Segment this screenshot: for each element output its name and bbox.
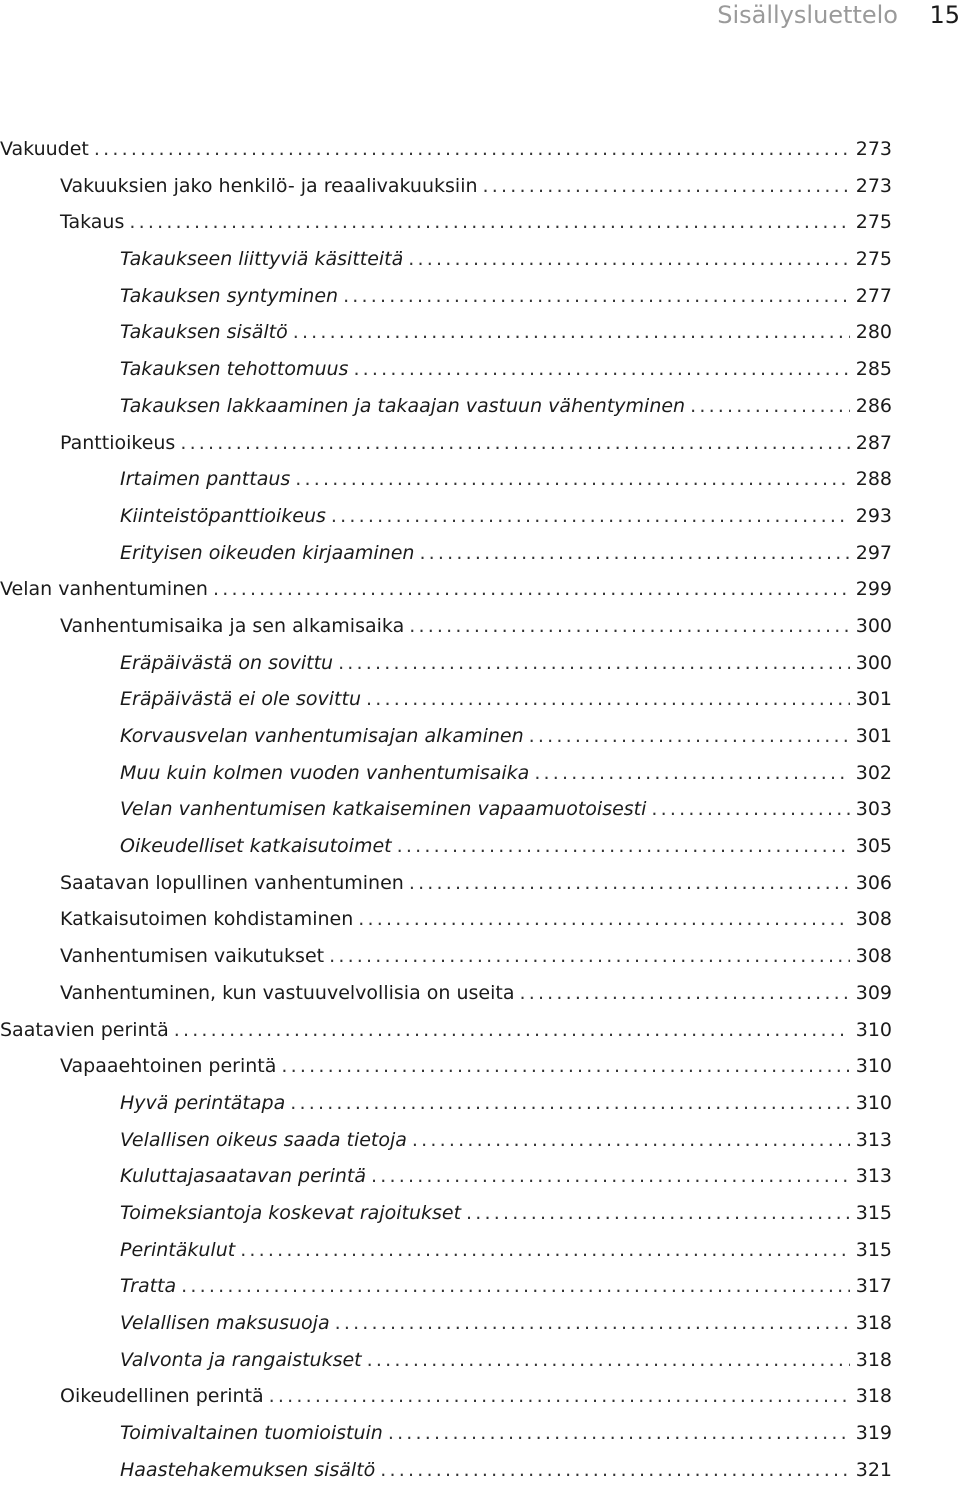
- toc-entry-title: Takaukseen liittyviä käsitteitä: [120, 248, 404, 271]
- toc-entry[interactable]: [0, 608, 892, 645]
- toc-entry-page: 305: [855, 835, 892, 858]
- toc-entry[interactable]: [0, 645, 892, 682]
- toc-entry[interactable]: [0, 204, 892, 241]
- toc-entry-title: Toimeksiantoja koskevat rajoitukset: [120, 1201, 462, 1224]
- toc-entry[interactable]: [0, 901, 892, 938]
- toc-entry-page: 317: [855, 1275, 892, 1298]
- toc-entry-page: 310: [855, 1091, 892, 1114]
- toc-entry-page: 308: [855, 945, 892, 968]
- page-number: 15: [929, 1, 960, 29]
- toc-entry-page: 308: [855, 908, 892, 931]
- toc-entry[interactable]: [0, 314, 892, 351]
- toc-entry-page: 310: [855, 1018, 892, 1041]
- toc-entry-title: Muu kuin kolmen vuoden vanhentumisaika: [120, 761, 530, 784]
- toc-entry-page: 313: [855, 1128, 892, 1151]
- toc-entry-title: Erityisen oikeuden kirjaaminen: [120, 541, 415, 564]
- toc-entry[interactable]: [0, 1268, 892, 1305]
- dot-leader: [409, 608, 850, 645]
- toc-entry-page: 319: [855, 1422, 892, 1445]
- toc-entry-title: Vanhentuminen, kun vastuuvelvollisia on useita: [60, 981, 515, 1004]
- dot-leader: [281, 1048, 849, 1085]
- dot-leader: [358, 901, 849, 938]
- toc-entry-page: 318: [855, 1385, 892, 1408]
- dot-leader: [534, 755, 849, 792]
- toc-entry-page: 315: [855, 1238, 892, 1261]
- toc-entry[interactable]: [0, 388, 892, 425]
- toc-entry-page: 287: [855, 431, 892, 454]
- toc-entry-title: Perintäkulut: [120, 1238, 236, 1261]
- dot-leader: [380, 1452, 849, 1488]
- toc-entry[interactable]: [0, 791, 892, 828]
- toc-entry-page: 313: [855, 1165, 892, 1188]
- toc-entry-page: 273: [855, 174, 892, 197]
- toc-entry-page: 306: [855, 871, 892, 894]
- toc-entry-title: Eräpäivästä ei ole sovittu: [120, 688, 361, 711]
- toc-entry-title: Kiinteistöpanttioikeus: [120, 504, 326, 527]
- toc-entry-title: Saatavien perintä: [0, 1018, 169, 1041]
- dot-leader: [94, 131, 850, 168]
- toc-entry[interactable]: [0, 498, 892, 535]
- toc-entry[interactable]: [0, 168, 892, 205]
- toc-entry[interactable]: [0, 425, 892, 462]
- dot-leader: [366, 681, 850, 718]
- dot-leader: [129, 204, 849, 241]
- toc-entry-title: Oikeudellinen perintä: [60, 1385, 264, 1408]
- dot-leader: [174, 1012, 850, 1049]
- toc-entry-title: Vanhentumisaika ja sen alkamisaika: [60, 614, 405, 637]
- toc-entry-title: Velallisen oikeus saada tietoja: [120, 1128, 407, 1151]
- toc-entry-page: 321: [855, 1458, 892, 1481]
- toc-entry-page: 318: [855, 1312, 892, 1334]
- dot-leader: [367, 1342, 850, 1379]
- toc-entry-page: 299: [855, 578, 892, 601]
- dot-leader: [419, 535, 849, 572]
- dot-leader: [213, 571, 850, 608]
- dot-leader: [371, 1158, 850, 1195]
- toc-entry-page: 315: [855, 1201, 892, 1224]
- dot-leader: [408, 241, 849, 278]
- toc-entry-page: 275: [855, 211, 892, 234]
- toc-entry[interactable]: [0, 571, 892, 608]
- dot-leader: [335, 1305, 850, 1342]
- dot-leader: [269, 1378, 850, 1415]
- dot-leader: [338, 645, 850, 682]
- toc-entry-title: Kuluttajasaatavan perintä: [120, 1165, 366, 1188]
- toc-entry[interactable]: [0, 755, 892, 792]
- toc-entry[interactable]: [0, 865, 892, 902]
- toc-entry-title: Vapaaehtoinen perintä: [60, 1055, 277, 1078]
- toc-entry-page: 300: [855, 614, 892, 637]
- toc-entry-page: 285: [855, 358, 892, 381]
- toc-entry-page: 297: [855, 541, 892, 564]
- toc-entry-title: Valvonta ja rangaistukset: [120, 1348, 362, 1371]
- toc-entry[interactable]: [0, 461, 892, 498]
- toc-entry[interactable]: [0, 828, 892, 865]
- toc-entry[interactable]: [0, 681, 892, 718]
- toc-entry-title: Toimivaltainen tuomioistuin: [120, 1422, 383, 1445]
- dot-leader: [329, 938, 850, 975]
- toc-entry-title: Velallisen maksusuoja: [120, 1312, 330, 1334]
- toc-entry[interactable]: [0, 1195, 892, 1232]
- dot-leader: [690, 388, 850, 425]
- toc-entry[interactable]: [0, 351, 892, 388]
- dot-leader: [240, 1232, 850, 1269]
- toc-entry-page: 303: [855, 798, 892, 821]
- toc-entry[interactable]: [0, 1012, 892, 1049]
- page-header: [0, 0, 960, 40]
- toc-entry-page: 310: [855, 1055, 892, 1078]
- toc-entry-page: 288: [855, 468, 892, 491]
- toc-entry[interactable]: [0, 131, 892, 168]
- dot-leader: [412, 1122, 850, 1159]
- toc-entry[interactable]: [0, 1048, 892, 1085]
- toc-entry-title: Haastehakemuksen sisältö: [120, 1458, 376, 1481]
- toc-entry[interactable]: [0, 1452, 892, 1488]
- dot-leader: [397, 828, 850, 865]
- toc-entry-title: Velan vanhentuminen: [0, 578, 208, 601]
- toc-entry[interactable]: [0, 975, 892, 1012]
- toc-entry-page: 301: [855, 725, 892, 747]
- toc-entry[interactable]: [0, 1232, 892, 1269]
- running-title: Sisällysluettelo: [717, 1, 898, 29]
- toc-entry[interactable]: [0, 938, 892, 975]
- toc-entry-page: 280: [855, 321, 892, 344]
- toc-entry-title: Vakuudet: [0, 138, 89, 160]
- dot-leader: [290, 1085, 850, 1122]
- toc-entry-title: Hyvä perintätapa: [120, 1091, 286, 1114]
- toc-entry-page: 293: [855, 504, 892, 527]
- toc-entry-title: Eräpäivästä on sovittu: [120, 651, 334, 674]
- toc-entry-title: Tratta: [120, 1275, 177, 1298]
- toc-entry[interactable]: [0, 1158, 892, 1195]
- toc-entry-title: Takaus: [60, 211, 125, 234]
- dot-leader: [529, 718, 850, 755]
- toc-entry-title: Velan vanhentumisen katkaiseminen vapaamuotoisesti: [120, 798, 647, 821]
- dot-leader: [519, 975, 849, 1012]
- toc-entry[interactable]: [0, 1122, 892, 1159]
- toc-entry-title: Saatavan lopullinen vanhentuminen: [60, 871, 404, 894]
- toc-entry[interactable]: [0, 1085, 892, 1122]
- dot-leader: [466, 1195, 850, 1232]
- dot-leader: [353, 351, 849, 388]
- toc-entry[interactable]: [0, 1378, 892, 1415]
- toc-entry[interactable]: [0, 1415, 892, 1452]
- toc-entry-page: 300: [855, 651, 892, 674]
- toc-entry-page: 286: [855, 394, 892, 417]
- dot-leader: [651, 791, 849, 828]
- toc-entry[interactable]: [0, 241, 892, 278]
- toc-entry-title: Irtaimen panttaus: [120, 468, 291, 491]
- toc-entry-page: 302: [855, 761, 892, 784]
- toc-entry-page: 301: [855, 688, 892, 711]
- toc-entry-page: 273: [855, 138, 892, 160]
- dot-leader: [483, 168, 850, 205]
- dot-leader: [409, 865, 850, 902]
- toc-entry-title: Korvausvelan vanhentumisajan alkaminen: [120, 725, 524, 747]
- toc-entry[interactable]: [0, 718, 892, 755]
- toc-entry-page: 277: [855, 284, 892, 307]
- toc-entry-title: Panttioikeus: [60, 431, 176, 454]
- toc-entry[interactable]: [0, 535, 892, 572]
- toc-entry-title: Oikeudelliset katkaisutoimet: [120, 835, 392, 858]
- dot-leader: [295, 461, 849, 498]
- toc-entry-title: Katkaisutoimen kohdistaminen: [60, 908, 354, 931]
- toc-entry-title: Vanhentumisen vaikutukset: [60, 945, 325, 968]
- dot-leader: [331, 498, 850, 535]
- table-of-contents: [0, 131, 892, 1488]
- toc-entry[interactable]: [0, 1342, 892, 1379]
- toc-entry-title: Takauksen sisältö: [120, 321, 288, 344]
- toc-entry-page: 275: [855, 248, 892, 271]
- toc-entry[interactable]: [0, 1305, 892, 1342]
- dot-leader: [180, 425, 849, 462]
- toc-entry-title: Vakuuksien jako henkilö- ja reaalivakuuksiin: [60, 174, 478, 197]
- toc-entry-title: Takauksen syntyminen: [120, 284, 339, 307]
- dot-leader: [293, 314, 850, 351]
- toc-entry-page: 318: [855, 1348, 892, 1371]
- toc-entry-page: 309: [855, 981, 892, 1004]
- toc-entry-title: Takauksen lakkaaminen ja takaajan vastuun vähentyminen: [120, 394, 686, 417]
- dot-leader: [181, 1268, 850, 1305]
- toc-entry-title: Takauksen tehottomuus: [120, 358, 349, 381]
- dot-leader: [388, 1415, 850, 1452]
- toc-entry[interactable]: [0, 278, 892, 315]
- dot-leader: [343, 278, 850, 315]
